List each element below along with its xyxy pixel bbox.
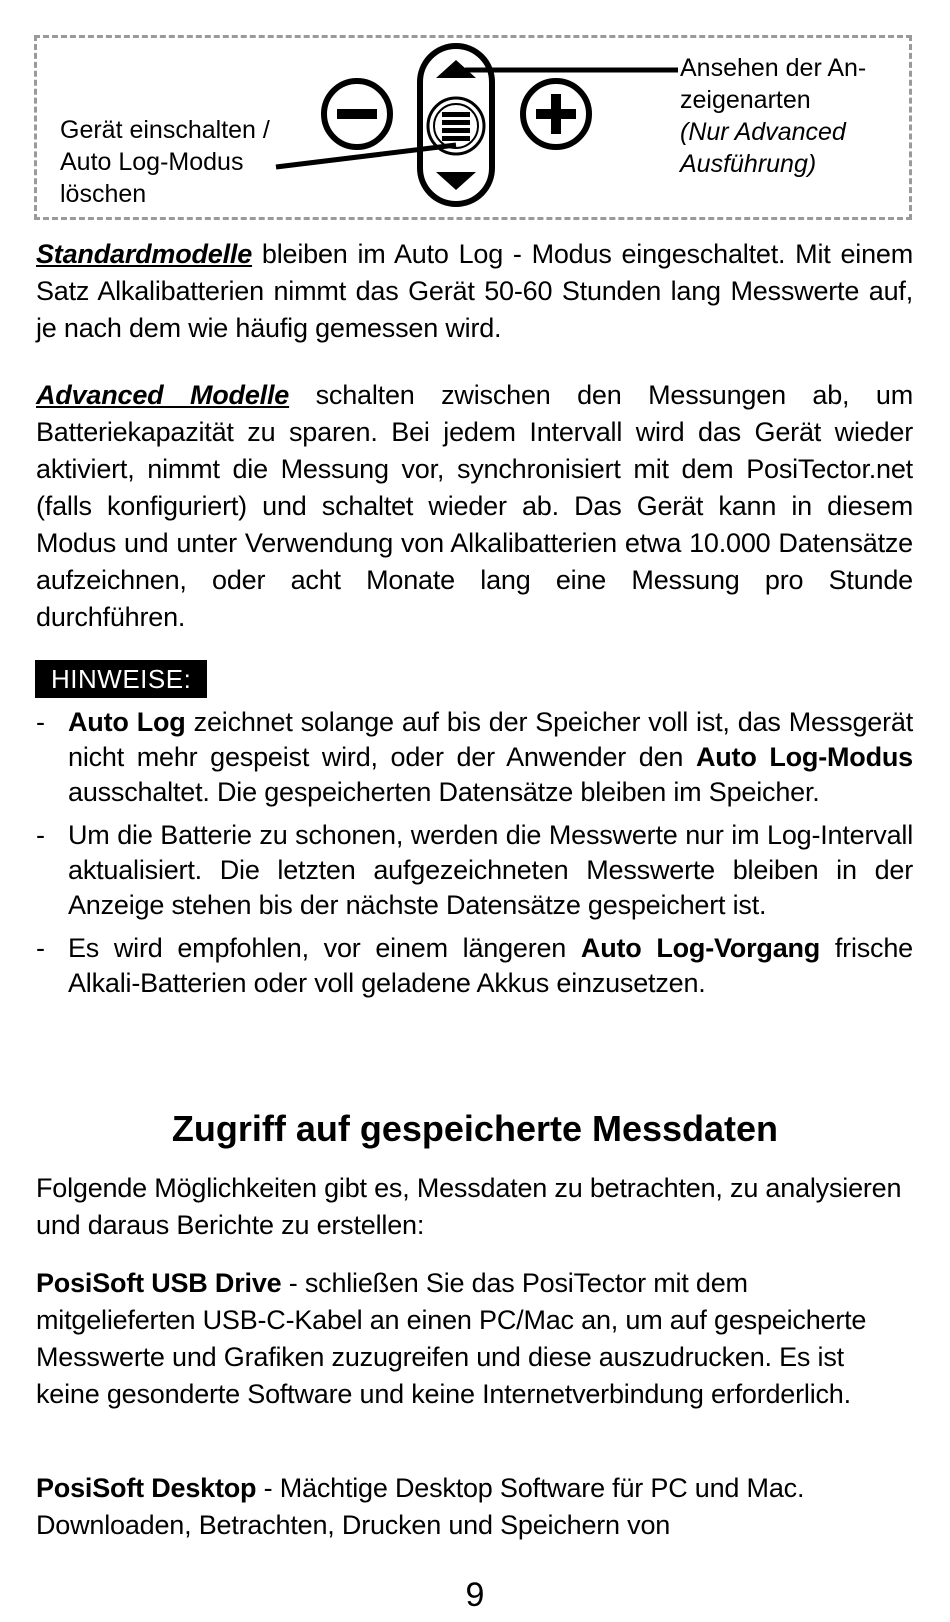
note-item-auto-log: - Auto Log zeichnet solange auf bis der Speicher voll ist, das Messgerät nicht mehr gespeist wird, oder der Anwender den Auto Log-Modus ausschaltet. Die gespeicherten Datensätze bleiben im Speicher. <box>36 707 913 807</box>
section-intro: Folgende Möglichkeiten gibt es, Messdaten zu betrachten, zu analysieren und daraus Berichte zu erstellen: <box>36 1173 902 1240</box>
desktop-text: - Mächtige Desktop Software für PC und Mac. Downloaden, Betrachten, Drucken und Speichern von <box>36 1473 805 1540</box>
standard-models-term: Standardmodelle <box>36 239 253 269</box>
usb-drive-text: - schließen Sie das PosiTector mit dem mitgelieferten USB-C-Kabel an einen PC/Mac an, um auf gespeicherte Messwerte und Grafiken zuzugreifen und diese auszudrucken. Es ist keine gesonderte Software und keine Internetverbindung erforderlich. <box>36 1268 867 1409</box>
advanced-models-term: Advanced Modelle <box>36 380 290 410</box>
notes-list <box>36 705 913 1009</box>
minus-button-icon <box>324 81 390 147</box>
desktop-paragraph <box>36 1470 913 1544</box>
advanced-models-paragraph <box>36 377 913 636</box>
section-heading: Zugriff auf gespeicherte Messdaten <box>171 1108 779 1149</box>
plus-button-icon <box>523 81 589 147</box>
power-clear-callout: Gerät einschalten / Auto Log-Modus löschen <box>60 116 270 208</box>
standard-models-text: bleiben im Auto Log - Modus eingeschaltet. Mit einem Satz Alkalibatterien nimmt das Gerät 50-60 Stunden lang Messwerte auf, je nach dem wie häufig gemessen wird. <box>36 239 913 343</box>
page-number: 9 <box>465 1576 485 1614</box>
usb-drive-term: PosiSoft USB Drive <box>36 1268 282 1298</box>
standard-models-paragraph <box>36 236 913 347</box>
usb-drive-paragraph <box>36 1265 913 1413</box>
note-item-recommendation: - Es wird empfohlen, vor einem längeren Auto Log-Vorgang frische Alkali-Batterien oder voll geladene Akkus einzusetzen. <box>36 933 913 998</box>
desktop-term: PosiSoft Desktop <box>36 1473 257 1503</box>
advanced-models-text: schalten zwischen den Messungen ab, um Batteriekapazität zu sparen. Bei jedem Intervall wird das Gerät wieder aktiviert, nimmt die Messung vor, synchronisiert mit dem PosiTector.net (falls konfiguriert) und schaltet wieder ab. Das Gerät kann in diesem Modus und unter Verwendung von Alkalibatterien etwa 10.000 Datensätze aufzeichnen, oder acht Monate lang eine Messung pro Stunde durchführen. <box>36 380 913 632</box>
display-modes-callout: Ansehen der An- zeigenarten (Nur Advanced Ausführung) <box>680 54 867 178</box>
notes-label: HINWEISE: <box>35 660 207 698</box>
note-item-battery: - Um die Batterie zu schonen, werden die Messwerte nur im Log-Intervall aktualisiert. Die letzten aufgezeichneten Messwerte bleiben in der Anzeige stehen bis der nächste Datensätze gespeichert ist. <box>36 820 913 920</box>
